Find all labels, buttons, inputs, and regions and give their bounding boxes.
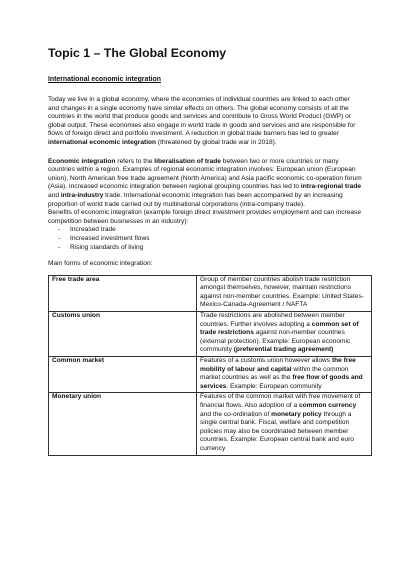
intro-text: Today we live in a global economy, where the economies of individual countries are linked to each other and changes in a single economy have similar effects on others. The global economy consists of all the countries in the world that produce goods and services and contribute to Gross World Product (GWP) or global output. These economies also engage in world trade in goods and services and are responsible for flows of foreign direct and portfolio investment. A reduction in global trade barriers has led to greater xyxy=(48,96,356,138)
description-text: through a single central bank. Fiscal, welfare and competition policies may also be coordinated between member countries. Example: European central bank and euro currency xyxy=(200,410,354,452)
description-text: and the co-ordination of xyxy=(200,410,272,418)
integration-paragraph xyxy=(48,158,362,210)
benefits-intro: Benefits of economic integration (example foreign direct investment provides employment and can increase competition between businesses in an industry): xyxy=(48,209,362,225)
description-bold: the free mobility of labour and capital xyxy=(200,357,356,373)
intra-regional-term: intra-regional trade xyxy=(300,183,362,191)
description-bold: (preferential trading agreement) xyxy=(233,346,334,354)
section-heading: International economic integration xyxy=(48,76,161,83)
form-description xyxy=(197,393,372,455)
integration-text-2: between two or more countries or many countries within a region. Examples of regional economic integration involves: European union (European union), North American free trade agreement (North America) and Asia pacific economic co-operation forum (Asia). Increased economic integration between regional grouping countries has led to xyxy=(48,157,362,191)
table-row xyxy=(49,275,372,311)
intro-paragraph xyxy=(48,96,362,148)
form-description xyxy=(197,275,372,311)
integration-term: Economic integration xyxy=(48,157,116,165)
intro-bold: international economic integration xyxy=(48,138,157,146)
table-row xyxy=(49,312,372,357)
liberalisation-term: liberalisation of trade xyxy=(154,157,221,165)
form-description xyxy=(197,312,372,357)
form-term: Monetary union xyxy=(49,393,197,455)
form-term: Free trade area xyxy=(49,275,197,311)
table-row xyxy=(49,357,372,393)
description-text: within the common market countries as well as the xyxy=(200,365,349,382)
description-text: Features of a customs union however allows xyxy=(200,357,332,365)
benefits-list xyxy=(48,226,362,252)
description-bold: common set of trade restrictions xyxy=(200,320,359,337)
list-item: - Rising standards of living xyxy=(48,244,362,253)
description-text: Trade restrictions are abolished between member countries. Further involves adopting a xyxy=(200,312,345,328)
integration-forms-table xyxy=(48,275,372,456)
integration-text-1: refers to the xyxy=(115,157,155,165)
description-bold: free flow of goods and services xyxy=(200,374,363,390)
description-text: Group of member countries abolish trade restriction amongst themselves, however, maintain restrictions against non-member countries. Example: United States-Mexico-Canada-Agreement / NAFTA xyxy=(200,275,364,309)
form-term: Customs union xyxy=(49,312,197,357)
form-description xyxy=(197,357,372,393)
list-item: - Increased investment flows xyxy=(48,235,362,244)
table-row xyxy=(49,393,372,455)
intra-industry-term: intra-industry xyxy=(60,191,104,199)
description-text: against non-member countries (external protection). Example: European economic community xyxy=(200,329,351,354)
description-text: Features of the common market with free movement of financial flows. Also adoption of a xyxy=(200,393,361,409)
page-title: Topic 1 – The Global Economy xyxy=(48,46,227,60)
form-term: Common market xyxy=(49,357,197,393)
forms-label: Main forms of economic integration: xyxy=(48,260,153,268)
description-bold: common currency xyxy=(298,402,357,409)
description-bold: monetary policy xyxy=(271,410,322,418)
integration-text-4: trade. International economic integration has been accompanied by an increasing proportion of world trade carried out by multinational corporations (intra-company trade). xyxy=(48,191,343,208)
list-item: - Increased trade xyxy=(48,226,362,235)
description-text: . Example: European community xyxy=(226,382,322,390)
intro-tail: (threatened by global trade war in 2018). xyxy=(156,138,277,146)
integration-text-3: and xyxy=(48,191,61,199)
